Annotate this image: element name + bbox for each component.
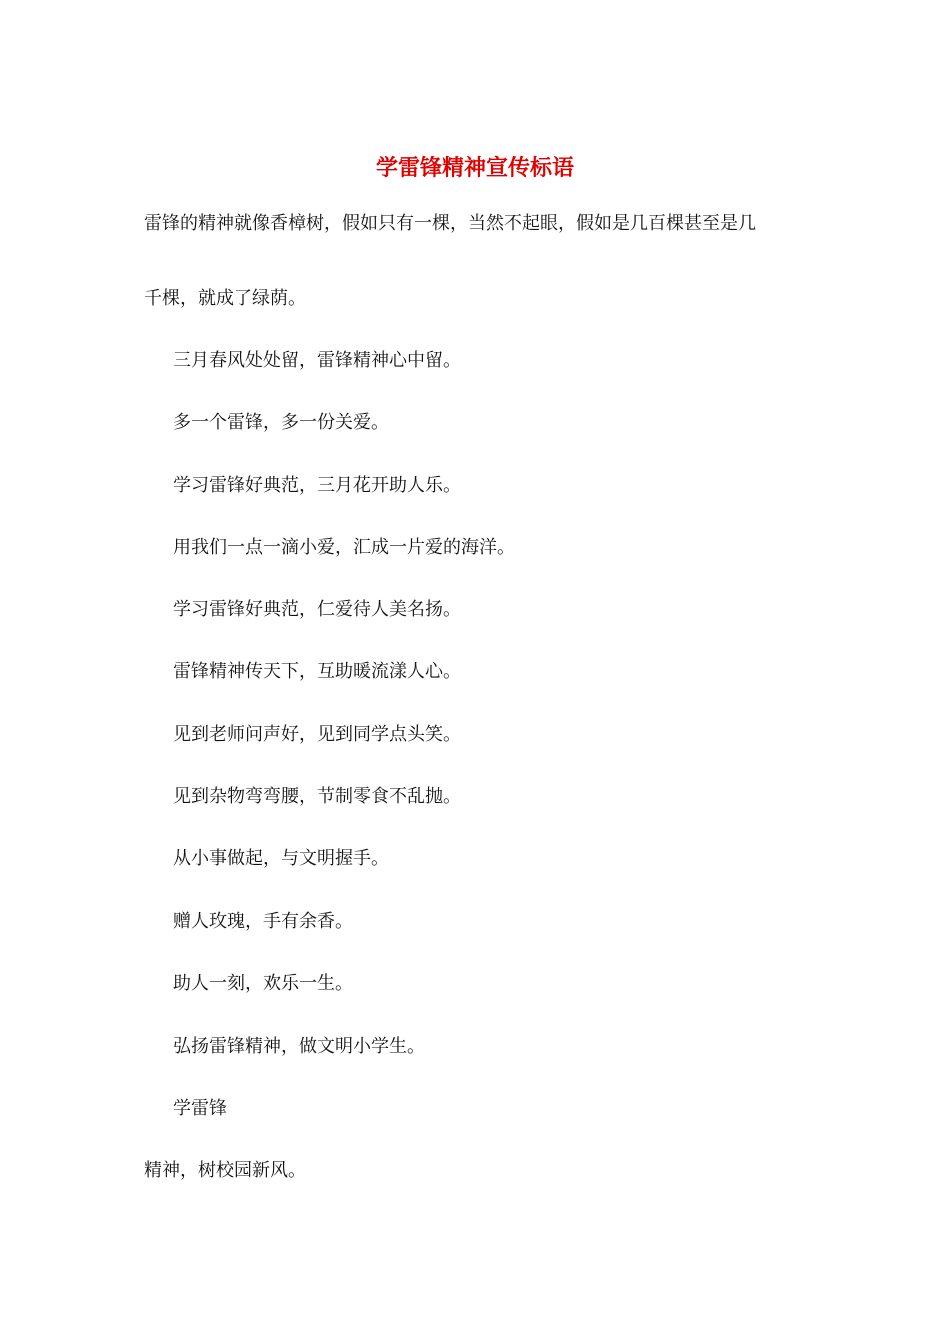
slogan-line: 多一个雷锋，多一份关爱。 [173, 412, 389, 433]
slogan-line: 见到杂物弯弯腰，节制零食不乱抛。 [173, 786, 461, 807]
slogan-line: 雷锋精神传天下，互助暖流漾人心。 [173, 661, 461, 682]
slogan-line: 用我们一点一滴小爱，汇成一片爱的海洋。 [173, 537, 515, 558]
slogan-line: 从小事做起，与文明握手。 [173, 848, 389, 869]
slogan-line: 弘扬雷锋精神，做文明小学生。 [173, 1036, 425, 1057]
slogan-line: 赠人玫瑰，手有余香。 [173, 911, 353, 932]
slogan-line: 学习雷锋好典范，三月花开助人乐。 [173, 475, 461, 496]
slogan-line: 助人一刻，欢乐一生。 [173, 973, 353, 994]
closing-line: 精神，树校园新风。 [144, 1160, 306, 1181]
slogan-line: 学雷锋 [173, 1098, 227, 1119]
intro-line-2: 千棵，就成了绿荫。 [144, 288, 306, 309]
slogan-line: 见到老师问声好，见到同学点头笑。 [173, 724, 461, 745]
intro-line-1: 雷锋的精神就像香樟树，假如只有一棵，当然不起眼，假如是几百棵甚至是几 [144, 213, 756, 234]
slogan-line: 学习雷锋好典范，仁爱待人美名扬。 [173, 599, 461, 620]
document-title: 学雷锋精神宣传标语 [375, 155, 574, 181]
slogan-line: 三月春风处处留，雷锋精神心中留。 [173, 350, 461, 371]
